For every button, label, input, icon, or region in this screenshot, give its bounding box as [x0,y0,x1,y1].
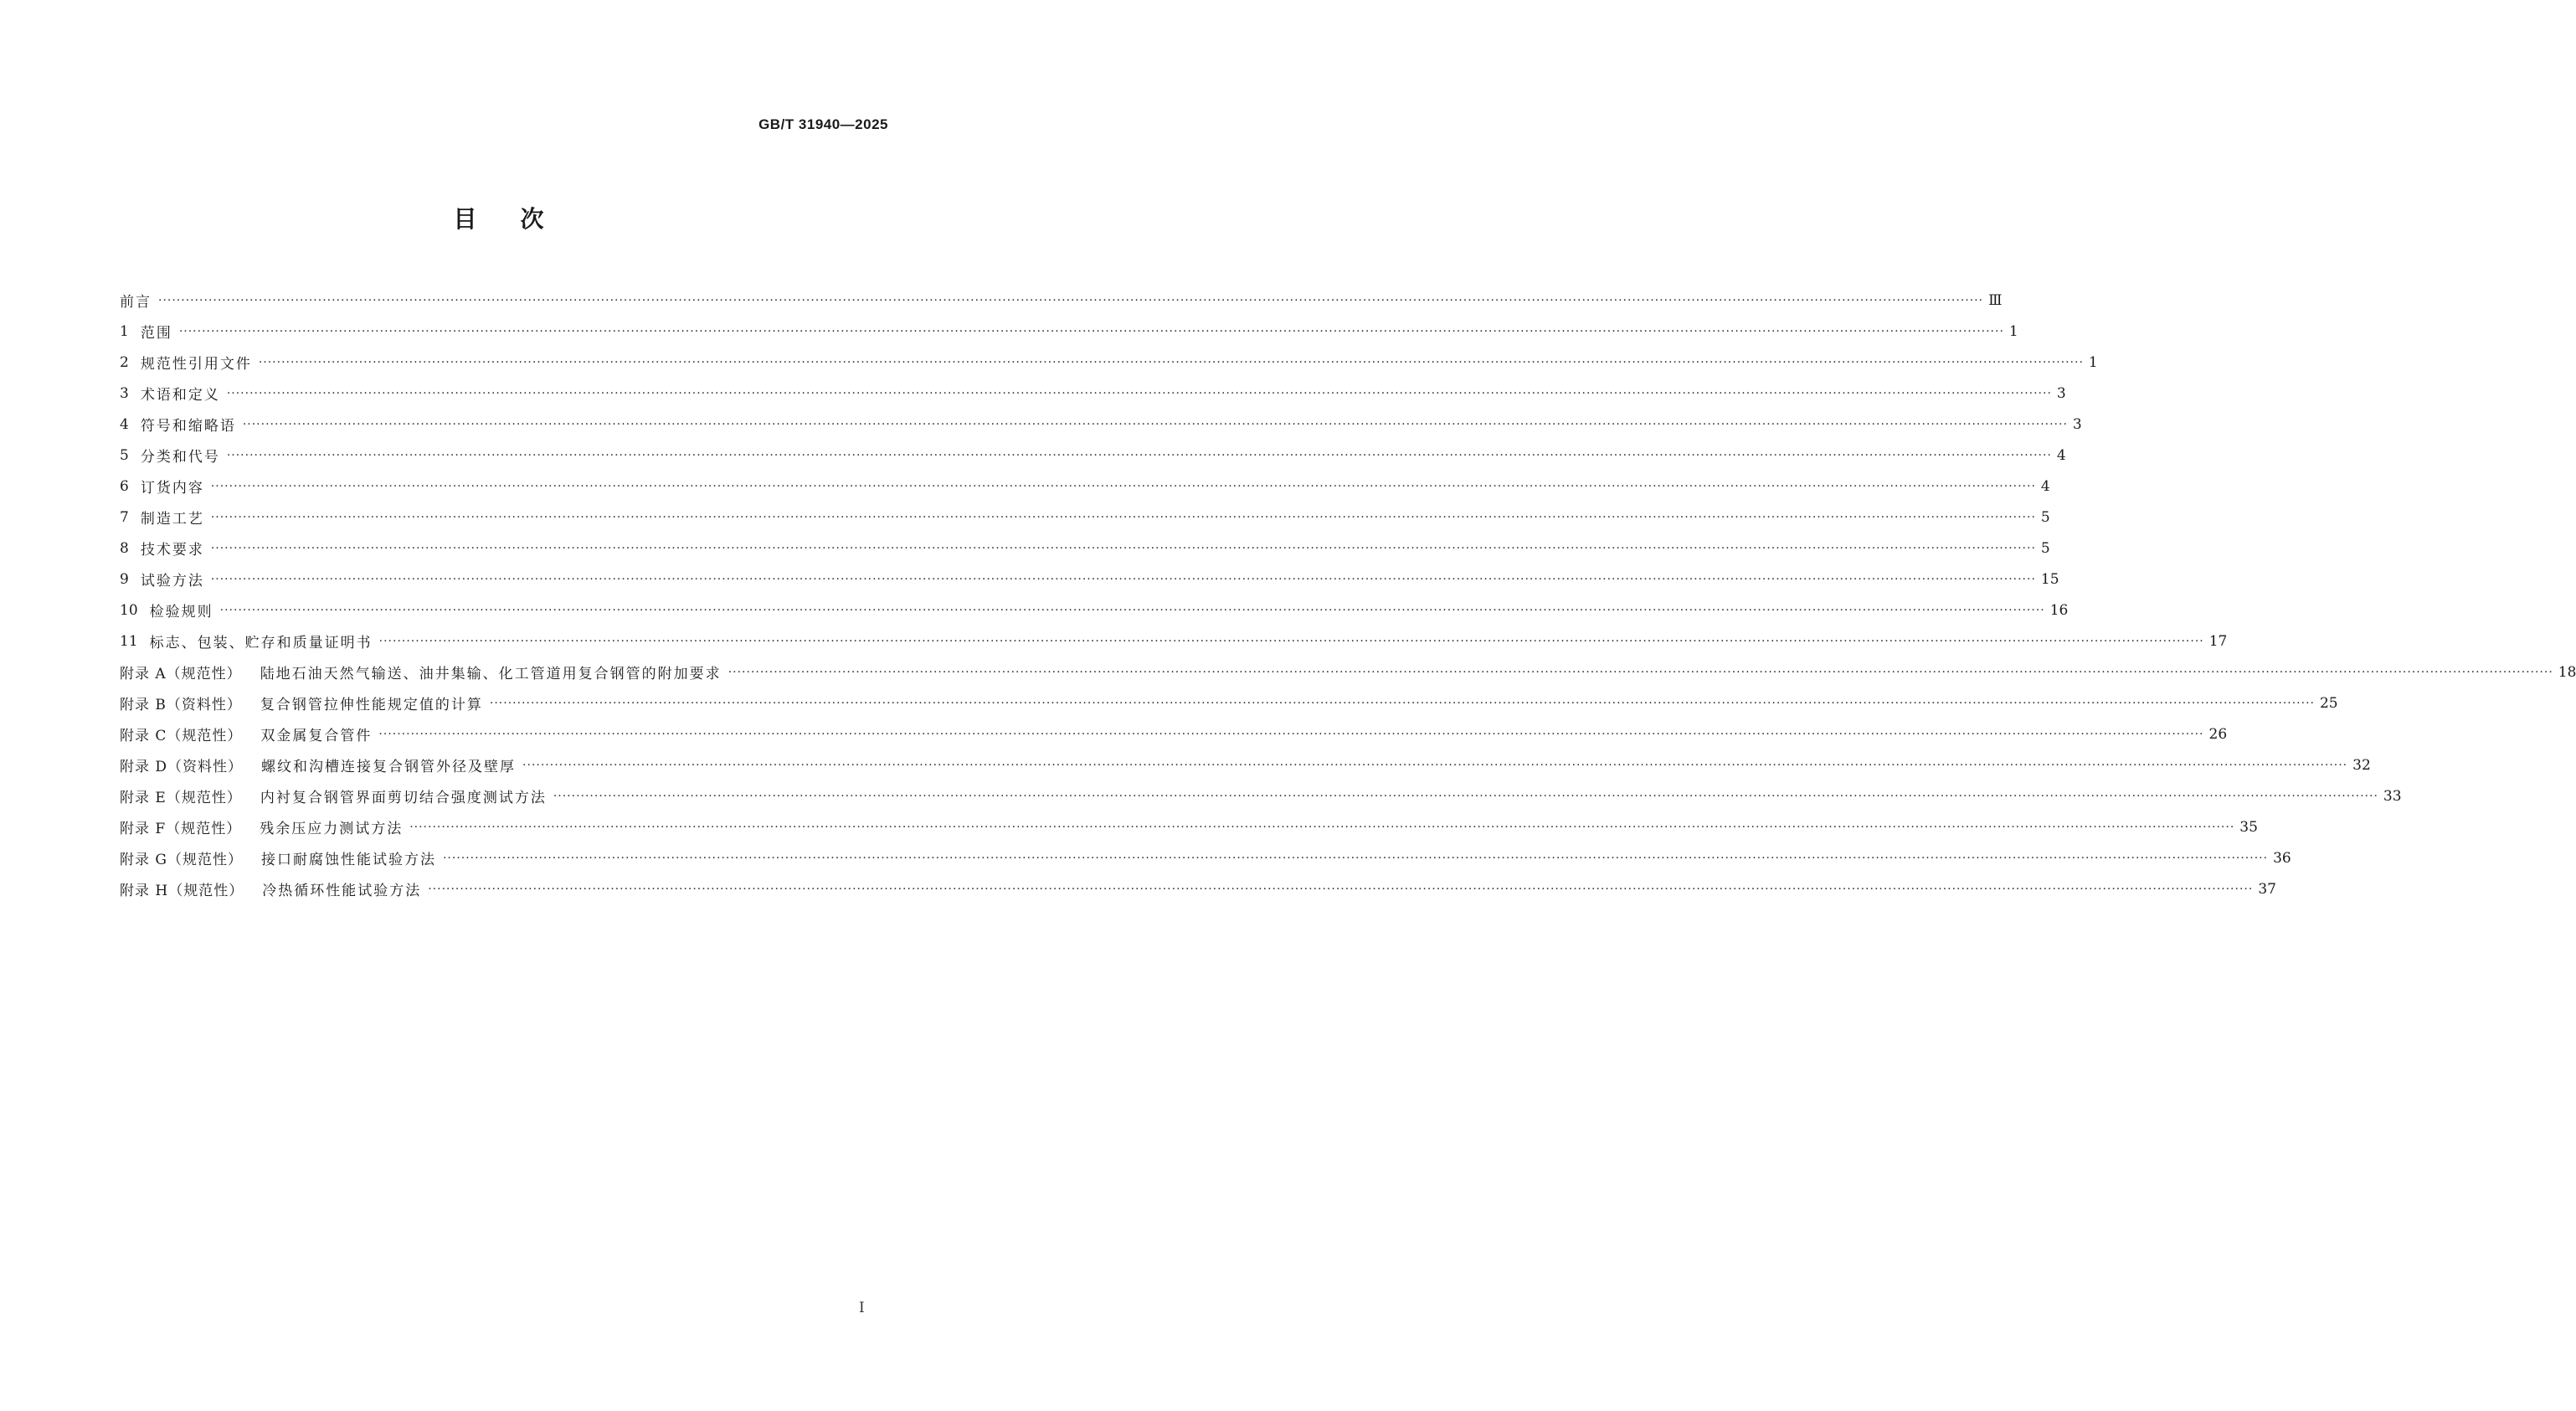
toc-entry-label [120,290,152,311]
toc-entry-page: 18 [2558,663,2576,681]
toc-entry-title: 术语和定义 [140,387,220,404]
toc-entry-page: 3 [2056,384,2066,402]
toc-entry-appendix: 附录 G（规范性） [120,852,243,868]
toc-entry-title: 双金属复合管件 [260,728,373,744]
toc-entry[interactable] [120,471,2050,502]
toc-dot-leader: ················································································································································································································································································································································································································ [428,882,2254,896]
toc-entry-title: 陆地石油天然气输送、油井集输、化工管道用复合钢管的附加要求 [260,666,722,682]
toc-entry-page: 17 [2208,632,2228,650]
toc-entry-page: 16 [2049,601,2069,619]
toc-entry[interactable] [120,811,2258,842]
toc-entry-number: 8 [120,539,129,557]
toc-entry-number: 3 [120,384,129,402]
toc-entry-appendix: 附录 H（规范性） [120,883,244,899]
toc-entry-page: Ⅲ [1988,291,2003,309]
toc-entry-page: 5 [2040,539,2050,557]
toc-entry-number: 5 [120,446,129,464]
toc-entry-label [120,600,213,621]
toc-entry-appendix: 附录 B（资料性） [120,697,242,713]
toc-entry-title: 订货内容 [140,480,204,497]
toc-entry-title: 制造工艺 [140,511,204,528]
toc-entry-label [120,754,516,775]
toc-dot-leader: ················································································································································································································································································································································································································ [442,851,2269,865]
toc-entry[interactable] [120,595,2069,626]
toc-entry[interactable] [120,316,2018,347]
toc-entry-label [120,321,172,342]
toc-entry[interactable] [120,749,2371,780]
toc-entry-page: 5 [2040,508,2050,526]
toc-entry-appendix: 附录 A（规范性） [120,666,242,682]
toc-dot-leader: ················································································································································································································································································································································································································ [219,603,2045,617]
toc-entry-label [120,785,547,806]
toc-entry-label [120,507,204,528]
toc-entry-label [120,847,436,868]
toc-entry[interactable] [120,409,2082,440]
toc-entry-title: 符号和缩略语 [140,418,236,435]
toc-entry-label [120,724,372,744]
toc-entry-title: 螺纹和沟槽连接复合钢管外径及壁厚 [261,759,517,775]
toc-entry[interactable] [120,626,2228,657]
table-of-contents [120,285,2576,904]
toc-entry-label [120,816,403,837]
toc-entry-number: 10 [120,601,138,619]
toc-entry-page: 35 [2239,818,2258,836]
toc-entry[interactable] [120,657,2576,687]
toc-entry-title: 残余压应力测试方法 [260,821,404,837]
toc-entry-number: 7 [120,508,129,526]
toc-entry-page: 4 [2056,446,2066,464]
toc-entry-page: 1 [2008,322,2018,340]
toc-entry-title: 前言 [120,294,152,311]
toc-entry[interactable] [120,440,2066,471]
toc-dot-leader: ················································································································································································································································································································································································································ [226,448,2052,462]
toc-entry[interactable] [120,378,2066,409]
toc-entry-title: 接口耐腐蚀性能试验方法 [260,852,436,868]
toc-entry[interactable] [120,564,2059,595]
toc-entry-title: 标志、包装、贮存和质量证明书 [149,635,373,651]
toc-entry-label [120,352,252,373]
toc-dot-leader: ················································································································································································································································································································································································································ [210,541,2036,555]
toc-dot-leader: ················································································································································································································································································································································································································ [178,324,2004,338]
toc-entry[interactable] [120,502,2050,533]
toc-entry-number: 6 [120,477,129,495]
toc-entry-label [120,631,373,651]
toc-entry[interactable] [120,718,2228,749]
toc-entry-label [120,445,220,466]
toc-dot-leader: ················································································································································································································································································································································································································ [728,665,2553,679]
toc-dot-leader: ················································································································································································································································································································································································································ [210,510,2036,524]
page-title: 目次 [453,205,588,233]
toc-entry-title: 规范性引用文件 [140,356,252,373]
toc-entry-page: 33 [2383,787,2402,805]
toc-entry-title: 技术要求 [140,542,204,559]
toc-dot-leader: ················································································································································································································································································································································································································ [226,386,2052,400]
toc-dot-leader: ················································································································································································································································································································································································································ [378,727,2204,741]
toc-entry-title: 冷热循环性能试验方法 [262,883,422,899]
toc-dot-leader: ················································································································································································································································································································································································································ [158,293,1984,307]
toc-entry-appendix: 附录 D（资料性） [120,759,244,775]
toc-entry-page: 4 [2040,477,2050,495]
toc-entry-title: 检验规则 [149,604,213,621]
toc-entry-number: 11 [120,632,138,650]
toc-dot-leader: ················································································································································································································································································································································································································ [522,758,2348,772]
toc-entry[interactable] [120,285,2003,316]
toc-dot-leader: ················································································································································································································································································································································································································ [242,417,2068,431]
toc-entry-title: 分类和代号 [140,449,220,466]
toc-entry-page: 15 [2040,570,2059,588]
toc-entry-label [120,538,204,559]
standard-code: GB/T 31940—2025 [758,116,888,132]
toc-entry-page: 1 [2088,353,2098,371]
toc-entry-appendix: 附录 C（规范性） [120,728,243,744]
toc-entry-page: 37 [2258,880,2276,898]
toc-entry-label [120,662,722,682]
toc-entry-label [120,476,204,497]
page-number: I [859,1300,865,1316]
toc-entry-title: 范围 [140,325,172,342]
toc-entry[interactable] [120,533,2050,564]
toc-entry-label [120,414,236,435]
toc-dot-leader: ················································································································································································································································································································································································································ [409,820,2235,834]
toc-entry-label [120,383,220,404]
toc-entry-page: 26 [2208,725,2228,743]
toc-dot-leader: ················································································································································································································································································································································································································ [210,479,2036,493]
toc-entry-title: 复合钢管拉伸性能规定值的计算 [260,697,483,713]
toc-dot-leader: ················································································································································································································································································································································································································ [210,572,2036,586]
toc-entry-label [120,693,483,713]
toc-entry[interactable] [120,842,2291,873]
toc-entry[interactable] [120,873,2276,904]
toc-entry-label [120,878,421,899]
toc-entry-page: 36 [2273,849,2291,867]
toc-entry-number: 2 [120,353,129,371]
toc-entry[interactable] [120,780,2402,811]
toc-entry-appendix: 附录 E（规范性） [120,790,242,806]
toc-entry-number: 9 [120,570,129,588]
toc-entry-label [120,569,204,590]
toc-entry[interactable] [120,687,2338,718]
toc-entry-number: 4 [120,415,129,433]
toc-entry-page: 32 [2352,756,2371,774]
toc-entry[interactable] [120,347,2098,378]
toc-entry-title: 内衬复合钢管界面剪切结合强度测试方法 [260,790,547,806]
toc-dot-leader: ················································································································································································································································································································································································································ [489,696,2315,710]
toc-entry-title: 试验方法 [140,573,204,590]
toc-dot-leader: ················································································································································································································································································································································································································ [378,634,2204,648]
toc-entry-page: 25 [2319,694,2338,712]
toc-entry-page: 3 [2072,415,2082,433]
toc-entry-number: 1 [120,322,129,340]
toc-dot-leader: ················································································································································································································································································································································································································ [258,355,2084,369]
toc-dot-leader: ················································································································································································································································································································································································································ [553,789,2378,803]
toc-entry-appendix: 附录 F（规范性） [120,821,242,837]
